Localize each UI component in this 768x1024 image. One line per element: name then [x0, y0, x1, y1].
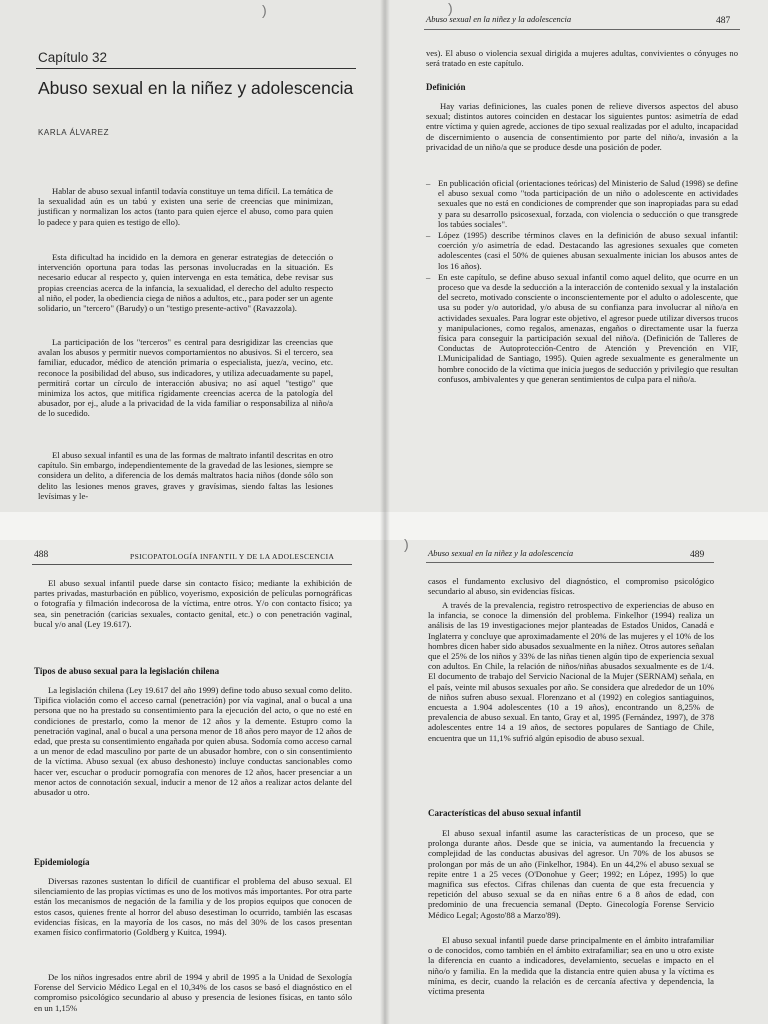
chapter-rule: [36, 68, 356, 69]
running-head: Abuso sexual en la niñez y la adolescencia: [428, 548, 574, 558]
paragraph: Diversas razones sustentan lo difícil de cuantificar el problema del abuso sexual. El silenciamiento de las propias víctimas es uno de los motivos más importantes. Por otra parte están los mecanismos de negación de la familia y de los propios equipos que conocen de estos casos, quienes frente al horror del abuso desestiman lo ocurrido, también las escasas evidencias físicas, en la mayoría de los casos, no más del 30% de los casos presentan examen físico confirmatorio (Goldberg y Kuitca, 1994).: [34, 876, 352, 938]
chapter-title: Abuso sexual en la niñez y adolescencia: [38, 78, 354, 98]
section-title: Definición: [426, 82, 466, 92]
paragraph: El abuso sexual infantil puede darse sin contacto físico; mediante la exhibición de partes privadas, masturbación en público, voyerismo, exposición de películas pornográficas o fotografía y filmación indecorosa de la víctima, entre otros. Y/o con contacto físico; ya sea, sin penetración (caricias sexuales, contacto genital, etc.) o con penetración vaginal, bucal y/o anal (Ley 19.617).: [34, 578, 352, 629]
page-number: 489: [690, 550, 705, 560]
author-name: KARLA ÁLVAREZ: [38, 128, 110, 137]
paragraph: Hablar de abuso sexual infantil todavía constituye un tema difícil. La temática de la sexualidad aún es un tabú y existen una serie de creencias que minimizan, justifican y normalizan los actos (tanto para quien ejerce el abuso, como para quien lo padece y para quien es testigo de ello).: [38, 186, 333, 227]
header-rule: [426, 562, 714, 563]
scan-mark: ): [404, 536, 409, 552]
list-item: – En publicación oficial (orientaciones teóricas) del Ministerio de Salud (1998) se define el abuso sexual como "toda participación de un niño o adolescente en actividades sexuales que no está en condiciones de comprender que son inapropiadas para su edad y para su desarrollo psicosexual, forzada, con violencia o seducción o que transgrede los tabúes sociales".: [426, 178, 738, 229]
running-head: Abuso sexual en la niñez y la adolescencia: [426, 14, 572, 24]
paragraph: Esta dificultad ha incidido en la demora en generar estrategias de detección o intervención oportuna para todas las personas involucradas en la situación. Es necesario educar al respecto y, quien intervenga en esta temática, debe revisar sus propias creencias acerca de la infancia, la sexualidad, el derecho del adulto respecto al niño, el poder, la obediencia ciega de niños a adultos, etc., para poder ser un agente solidario, un "tercero" (Barudy) o un "testigo presente-activo" (Ravazzola).: [38, 252, 333, 314]
paragraph: casos el fundamento exclusivo del diagnóstico, el compromiso psicológico secundario al abuso, sin evidencias físicas.: [428, 576, 714, 597]
paragraph: El abuso sexual infantil puede darse principalmente en el ámbito intrafamiliar o de conocidos, como también en el ámbito extrafamiliar; sea en uno u otro existe la diferencia en cuanto a indicadores, develamiento, secuelas e impacto en el niño/o y familia. En la medida que la distancia entre quien abusa y la víctima es mínima, es decir, cuando la relación es de cercanía afectiva y dependencia, la víctima presenta: [428, 935, 714, 997]
list-item: – López (1995) describe términos claves en la definición de abuso sexual infantil: coerción y/o asimetría de edad. Destacando las agresiones sexuales que cometen adolescentes (casi el 50% de quienes abusan sexualmente inician los abusos antes de los 16 años).: [426, 230, 738, 271]
definition-list: [426, 178, 738, 385]
page-bottom-right: [384, 540, 768, 1024]
page-number: 487: [716, 16, 731, 26]
paragraph: ves). El abuso o violencia sexual dirigida a mujeres adultas, convivientes o cónyuges no será tratado en este capítulo.: [426, 48, 738, 69]
paragraph: La legislación chilena (Ley 19.617 del año 1999) define todo abuso sexual como delito. Tipifica violación como el acceso carnal (penetración) por vía vaginal, anal o bucal a una persona que no ha prestado su consentimiento para la ejecución del acto, o que no esté en condiciones de prestarlo, como la menor de 12 años y la demente. Estupro como la penetración vaginal, anal o bucal a una persona menor de 18 años pero mayor de 12 años de edad, que presta su consentimiento engañada por quien abusa. Sodomía como acceso carnal a un menor de edad masculino por parte de un abusador hombre, con o sin consentimiento de la víctima. Abuso sexual (ex abuso deshonesto) incluye conductas sancionables como hacer ver, escuchar o producir pornografía con menores de 12 años, hacer presenciar a un menor actos de connotación sexual, inducir a menor de 12 años a realizar actos delante del abusador u otro.: [34, 685, 352, 798]
section-title: Tipos de abuso sexual para la legislación chilena: [34, 666, 220, 676]
section-title: Epidemiología: [34, 857, 90, 867]
scan-mark: ): [448, 0, 453, 16]
paragraph: El abuso sexual infantil asume las características de un proceso, que se prolonga durante años. Desde que se inicia, va aumentando la frecuencia y complejidad de las conductas abusivas del agresor. Un 70% de los abusos se prolongan por más de un año (Finkelhor, 1984). En un 44,2% el abuso sexual se repite entre 1 a 25 veces (O'Donohue y Geer; 1992; en López, 1995) lo que magnifica sus efectos. Cifras chilenas dan cuenta de que esta frecuencia y repetición del abuso sexual se da en niñas entre 6 a 8 años de edad, con predominio de una frecuencia semanal (Depto. Ginecología Forense Servicio Médico Legal; Agosto'88 a Marzo'89).: [428, 828, 714, 920]
running-head: PSICOPATOLOGÍA INFANTIL Y DE LA ADOLESCENCIA: [130, 552, 335, 561]
paragraph: A través de la prevalencia, registro retrospectivo de experiencias de abuso en la infancia, se conoce la dimensión del problema. Finkelhor (1994) realiza un análisis de las 19 investigaciones mejor planteadas de Estados Unidos, Canadá e Inglaterra y concluye que aproximadamente el 20% de las mujeres y el 10% de los hombres dicen haber sido abusados sexualmente en la niñez. Otros autores señalan que el 25% de los niños y 33% de las niñas tienen algún tipo de experiencia sexual con adultos. En Chile, la relación de niños/niñas abusados sexualmente es de 1/4. El documento de trabajo del Servicio Nacional de la Mujer (SERNAM) señala, en el país, veinte mil abusos sexuales por año. Se considera que alrededor de un 10% de niños sufren abuso sexual. Florenzano et al (1992) en colegios santiaguinos, encuesta a 1.904 adolescentes (10 a 19 años), encontrando un 8,25% de prevalencia de abuso sexual. En tanto, Gray et al, 1995 (Fernández, 1997), de 378 adolescentes entre 14 a 19 años, de sectores populares de Santiago de Chile, encuentra que un 11,1% sufrió algún episodio de abuso sexual.: [428, 600, 714, 743]
header-rule: [424, 29, 740, 30]
page-top-left: [0, 0, 384, 512]
list-item: – En este capítulo, se define abuso sexual infantil como aquel delito, que ocurre en un proceso que va desde la seducción a la interacción de contenido sexual y la instalación del secreto, motivado consciente o inconscientemente por el adulto o adolescente, que usa su poder y/o autoridad, y/o abusa de su confianza para involucrar al niño/a en actividades sexuales. Para lograr este objetivo, el agresor puede utilizar diversos trucos y manipulaciones, como regalos, amenazas, engaños o directamente usar la fuerza física para conseguir la participación sexual del niño/a. (Definición de Talleres de Conductas de Autoprotección-Centro de Atención y Prevención en VIF, I.Municipalidad de Santiago, 1995). Quien agrede sexualmente es generalmente un hombre conocido de la víctima que inicia juegos de seducción y privilegio que resultan confusos, ambivalentes y que generan sentimientos de culpa para el niño/a.: [426, 272, 738, 384]
page-bottom-left: [0, 540, 384, 1024]
paragraph: De los niños ingresados entre abril de 1994 y abril de 1995 a la Unidad de Sexología Forense del Servicio Médico Legal en el 10,34% de los casos se basó el diagnóstico en el compromiso psicológico secundario al abuso y presencia de lesiones físicas, en tanto sólo en un 1,15%: [34, 972, 352, 1013]
paragraph: La participación de los "terceros" es central para desrigidizar las creencias que avalan los abusos y permitir nuevos comportamientos no abusivos. Si el tercero, sea familiar, educador, médico de atención primaria o especialista, juez/a, vecino, etc. reconoce la posibilidad del abuso, sus indicadores, y utiliza adecuadamente su papel, permitirá cortar un círculo de interacción abusiva; no así aquel "testigo" que minimiza los actos, que mitifica rígidamente creencias acerca de la patología del abusador, por ej., alude a la privacidad de la vida familiar o responsabiliza al niño/a de lo sucedido.: [38, 337, 333, 419]
chapter-label: Capítulo 32: [38, 50, 108, 65]
section-title: Características del abuso sexual infantil: [428, 808, 581, 818]
paragraph: El abuso sexual infantil es una de las formas de maltrato infantil descritas en otro capítulo. Sin embargo, independientemente de la gravedad de las lesiones, siempre se considera un delito, a diferencia de los demás maltratos hacia niños (donde sólo son delito las lesiones menos graves, graves y gravísimas, siendo faltas las lesiones levísimas y le-: [38, 450, 333, 501]
scan-mark: ): [262, 2, 267, 18]
paragraph: Hay varias definiciones, las cuales ponen de relieve diversos aspectos del abuso sexual; distintos autores coinciden en destacar los siguientes puntos: asimetría de edad entre víctima y quien agrede, acciones de tipo sexual realizadas por el adulto, incapacidad de discernimiento o ausencia de consentimiento por parte del niño/a, invasión a la privacidad de un niño/a que se produce desde una posición de poder.: [426, 101, 738, 152]
page-number: 488: [34, 550, 49, 560]
page-top-right: [384, 0, 768, 512]
header-rule: [32, 564, 352, 565]
book-gutter: [380, 0, 390, 1024]
